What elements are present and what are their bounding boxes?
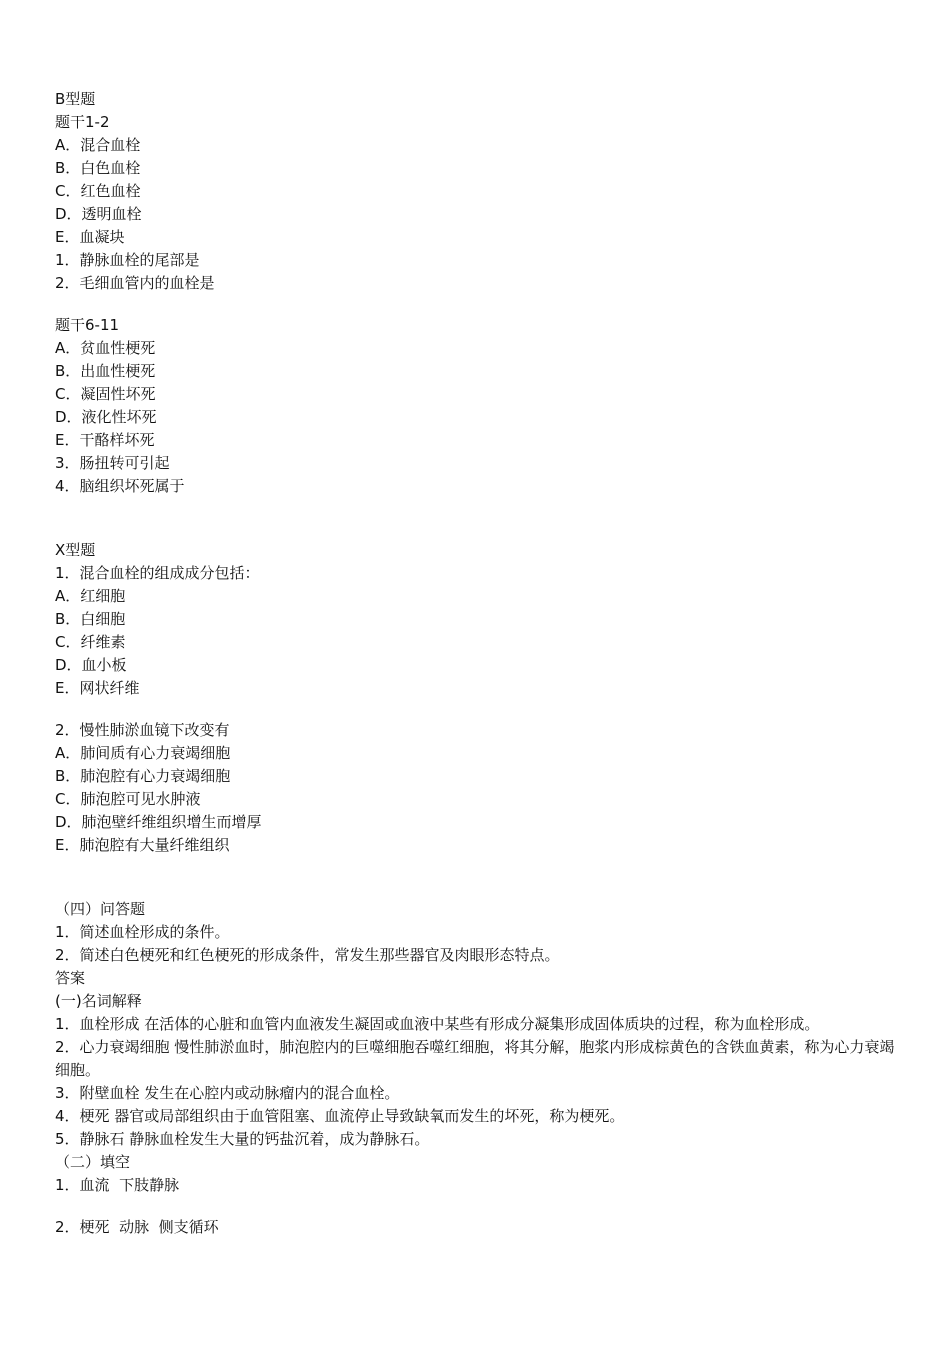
x-q1-option-e: E．网状纤维	[55, 679, 140, 697]
document-page	[55, 88, 895, 1239]
b-group1-option-d: D．透明血栓	[55, 205, 142, 223]
x-q2-option-c: C．肺泡腔可见水肿液	[55, 790, 201, 808]
b-group2-stem: 题干6-11	[55, 316, 120, 334]
b-group1-question-1: 1．静脉血栓的尾部是	[55, 251, 200, 269]
essay-question-2: 2．简述白色梗死和红色梗死的形成条件，常发生那些器官及肉眼形态特点。	[55, 946, 560, 964]
b-type-heading: B型题	[55, 90, 96, 108]
x-q1-option-c: C．纤维素	[55, 633, 126, 651]
b-group1-question-2: 2．毛细血管内的血栓是	[55, 274, 215, 292]
b-group1-option-a: A．混合血栓	[55, 136, 141, 154]
x-q1-option-b: B．白细胞	[55, 610, 126, 628]
x-q1-option-d: D．血小板	[55, 656, 127, 674]
x-q1-option-a: A．红细胞	[55, 587, 126, 605]
fill-answer-2: 2．梗死 动脉 侧支循环	[55, 1218, 219, 1236]
term-4: 4．梗死 器官或局部组织由于血管阻塞、血流停止导致缺氧而发生的坏死，称为梗死。	[55, 1107, 625, 1125]
b-group2-option-a: A．贫血性梗死	[55, 339, 156, 357]
b-group2-option-c: C．凝固性坏死	[55, 385, 156, 403]
b-group2-option-d: D．液化性坏死	[55, 408, 157, 426]
x-q1-question: 1．混合血栓的组成成分包括：	[55, 564, 260, 582]
x-q2-option-a: A．肺间质有心力衰竭细胞	[55, 744, 231, 762]
b-group2-option-e: E．干酪样坏死	[55, 431, 155, 449]
essay-question-1: 1．简述血栓形成的条件。	[55, 923, 230, 941]
essay-heading: （四）问答题	[55, 900, 146, 918]
b-group2-option-b: B．出血性梗死	[55, 362, 156, 380]
x-q2-option-e: E．肺泡腔有大量纤维组织	[55, 836, 230, 854]
b-group1-stem: 题干1-2	[55, 113, 110, 131]
x-q2-option-b: B．肺泡腔有心力衰竭细胞	[55, 767, 231, 785]
b-group1-option-e: E．血凝块	[55, 228, 125, 246]
terms-heading: (一)名词解释	[55, 992, 142, 1010]
fill-heading: （二）填空	[55, 1153, 131, 1171]
b-group2-question-4: 4．脑组织坏死属于	[55, 477, 185, 495]
term-5: 5．静脉石 静脉血栓发生大量的钙盐沉着，成为静脉石。	[55, 1130, 430, 1148]
answers-heading: 答案	[55, 969, 86, 987]
x-q2-question: 2．慢性肺淤血镜下改变有	[55, 721, 230, 739]
term-1: 1．血栓形成 在活体的心脏和血管内血液发生凝固或血液中某些有形成分凝集形成固体质块的过程，称为血栓形成。	[55, 1015, 820, 1033]
b-group2-question-3: 3．肠扭转可引起	[55, 454, 170, 472]
x-q2-option-d: D．肺泡壁纤维组织增生而增厚	[55, 813, 262, 831]
term-2: 2．心力衰竭细胞 慢性肺淤血时，肺泡腔内的巨噬细胞吞噬红细胞，将其分解，胞浆内形成棕黄色的含铁血黄素，称为心力衰竭细胞。	[55, 1038, 895, 1079]
b-group1-option-c: C．红色血栓	[55, 182, 141, 200]
fill-answer-1: 1．血流 下肢静脉	[55, 1176, 180, 1194]
b-group1-option-b: B．白色血栓	[55, 159, 141, 177]
term-3: 3．附壁血栓 发生在心腔内或动脉瘤内的混合血栓。	[55, 1084, 400, 1102]
x-type-heading: X型题	[55, 541, 96, 559]
